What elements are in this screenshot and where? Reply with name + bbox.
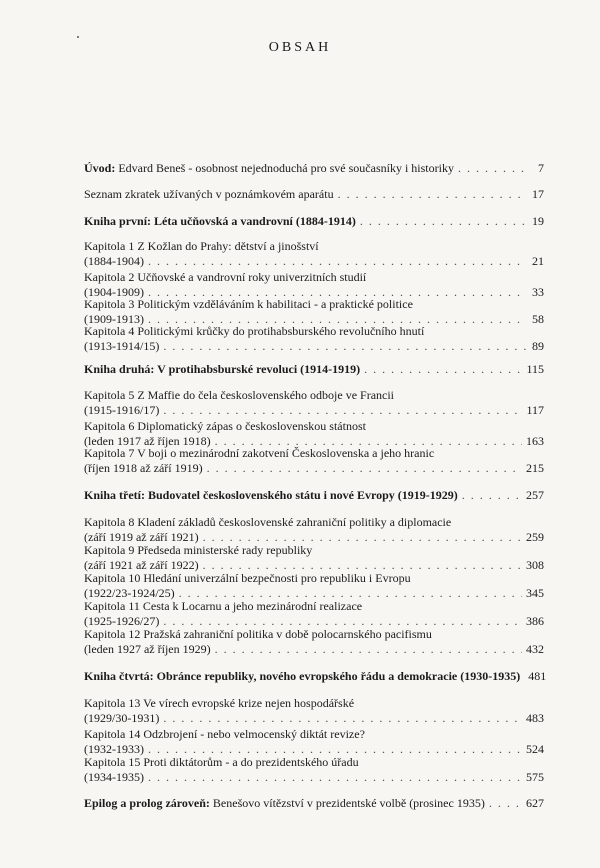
toc-entry-label: (říjen 1918 až září 1919) bbox=[84, 461, 203, 475]
dot-leader bbox=[360, 213, 526, 230]
toc-page-number: 7 bbox=[538, 161, 544, 175]
toc-chapter-title: Kapitola 4 Politickými krůčky do protihabsburského revolučního hnutí bbox=[84, 324, 425, 338]
toc-entry-text bbox=[84, 460, 203, 477]
toc-page-number: 89 bbox=[532, 339, 544, 353]
toc-entry-label: (1904-1909) bbox=[84, 285, 144, 299]
toc-entry-label: (1929/30-1931) bbox=[84, 711, 160, 725]
dot-leader bbox=[207, 460, 522, 477]
toc-chapter-entry bbox=[84, 769, 544, 786]
toc-page-number: 627 bbox=[526, 796, 544, 810]
toc-chapter-entry bbox=[84, 641, 544, 658]
toc-entry-label: (leden 1917 až říjen 1918) bbox=[84, 434, 211, 448]
toc-entry-label: (1934-1935) bbox=[84, 770, 144, 784]
dot-leader bbox=[215, 641, 522, 658]
toc-entry bbox=[84, 160, 544, 177]
dot-leader bbox=[163, 710, 522, 727]
toc-entry-bold-label: Kniha druhá: V protihabsburské revoluci (1914-1919) bbox=[84, 362, 361, 376]
toc-chapter-title: Kapitola 12 Pražská zahraniční politika v době polocarnského pacifismu bbox=[84, 627, 432, 641]
toc-chapter-title: Kapitola 3 Politickým vzděláváním k habilitaci - a praktické politice bbox=[84, 297, 413, 311]
toc-chapter-entry bbox=[84, 338, 544, 355]
toc-entry-text bbox=[84, 213, 356, 230]
dot-leader bbox=[338, 186, 526, 203]
toc-entry-label: Edvard Beneš - osobnost nejednoduchá pro své současníky i historiky bbox=[115, 161, 454, 175]
toc-chapter-entry bbox=[84, 402, 544, 419]
toc-entry-text bbox=[84, 253, 144, 270]
toc-entry-text bbox=[84, 641, 211, 658]
dot-leader bbox=[462, 487, 522, 504]
toc-entry-text bbox=[84, 487, 458, 504]
toc-entry-label: (1915-1916/17) bbox=[84, 403, 160, 417]
toc-entry-label: (1932-1933) bbox=[84, 742, 144, 756]
toc-chapter-title: Kapitola 6 Diplomatický zápas o československou státnost bbox=[84, 419, 366, 433]
toc-entry-label: (leden 1927 až říjen 1929) bbox=[84, 642, 211, 656]
toc-chapter-entry bbox=[84, 253, 544, 270]
toc-page-number: 33 bbox=[532, 285, 544, 299]
toc-entry-label: Seznam zkratek užívaných v poznámkovém aparátu bbox=[84, 187, 334, 201]
toc-entry bbox=[84, 361, 544, 378]
toc-page-number: 21 bbox=[532, 254, 544, 268]
dot-leader bbox=[163, 338, 526, 355]
dot-leader bbox=[458, 160, 526, 177]
toc-entry-label: (září 1921 až září 1922) bbox=[84, 558, 199, 572]
toc-entry-text bbox=[84, 668, 520, 685]
toc-entry-bold-label: Kniha první: Léta učňovská a vandrovní (1884-1914) bbox=[84, 214, 356, 228]
toc-entry bbox=[84, 668, 547, 685]
toc-entry-label: (1913-1914/15) bbox=[84, 339, 160, 353]
toc-entry-label: (září 1919 až září 1921) bbox=[84, 530, 199, 544]
toc-entry-bold-label: Kniha čtvrtá: Obránce republiky, nového evropského řádu a demokracie (1930-1935) bbox=[84, 669, 521, 683]
toc-chapter-title: Kapitola 2 Učňovské a vandrovní roky univerzitních studií bbox=[84, 270, 367, 284]
dot-leader bbox=[163, 402, 522, 419]
toc-entry-text bbox=[84, 160, 454, 177]
toc-page-number: 575 bbox=[526, 770, 544, 784]
toc-page-number: 117 bbox=[526, 403, 544, 417]
toc-page-number: 19 bbox=[532, 214, 544, 228]
toc-page-number: 257 bbox=[526, 488, 544, 502]
toc-page-number: 17 bbox=[532, 187, 544, 201]
toc-entry-text bbox=[84, 769, 144, 786]
ink-dot bbox=[77, 36, 79, 38]
toc-entry bbox=[84, 795, 544, 812]
toc-page-number: 386 bbox=[526, 614, 544, 628]
toc-entry-label: Benešovo vítězství v prezidentské volbě (prosinec 1935) bbox=[209, 796, 485, 810]
dot-leader bbox=[148, 253, 526, 270]
toc-entry-text bbox=[84, 186, 334, 203]
dot-leader bbox=[148, 769, 522, 786]
toc-entry-text bbox=[84, 710, 159, 727]
toc-chapter-title: Kapitola 7 V boji o mezinárodní zakotvení Československa a jeho hranic bbox=[84, 446, 435, 460]
toc-chapter-title: Kapitola 9 Předseda ministerské rady republiky bbox=[84, 543, 313, 557]
toc-entry bbox=[84, 213, 544, 230]
toc-entry-label: (1909-1913) bbox=[84, 312, 144, 326]
toc-entry-text bbox=[84, 338, 159, 355]
toc-chapter-title: Kapitola 11 Cesta k Locarnu a jeho mezinárodní realizace bbox=[84, 599, 363, 613]
toc-page-number: 308 bbox=[526, 558, 544, 572]
page-title: OBSAH bbox=[268, 40, 332, 55]
toc-page-number: 259 bbox=[526, 530, 544, 544]
toc-page-number: 58 bbox=[532, 312, 544, 326]
toc-entry-bold-label: Kniha třetí: Budovatel československého státu i nové Evropy (1919-1929) bbox=[84, 488, 458, 502]
toc-chapter-entry bbox=[84, 710, 544, 727]
toc-entry-text bbox=[84, 361, 360, 378]
toc-page-number: 345 bbox=[526, 586, 544, 600]
toc-page-number: 215 bbox=[526, 461, 544, 475]
toc-entry-text bbox=[84, 795, 485, 812]
toc-entry-label: (1922/23-1924/25) bbox=[84, 586, 175, 600]
toc-entry-text bbox=[84, 402, 159, 419]
toc-chapter-entry bbox=[84, 460, 544, 477]
dot-leader bbox=[364, 361, 522, 378]
toc-chapter-title: Kapitola 13 Ve vírech evropské krize nejen hospodářské bbox=[84, 696, 355, 710]
toc-page-number: 524 bbox=[526, 742, 544, 756]
toc-page-number: 432 bbox=[526, 642, 544, 656]
toc-chapter-title: Kapitola 8 Kladení základů československé zahraniční politiky a diplomacie bbox=[84, 515, 452, 529]
toc-chapter-title: Kapitola 5 Z Maffie do čela československého odboje ve Francii bbox=[84, 388, 395, 402]
toc-chapter-title: Kapitola 1 Z Kožlan do Prahy: dětství a jinošství bbox=[84, 239, 319, 253]
toc-chapter-title: Kapitola 15 Proti diktátorům - a do prezidentského úřadu bbox=[84, 755, 359, 769]
toc-entry bbox=[84, 186, 544, 203]
toc-page-number: 481 bbox=[528, 669, 547, 683]
toc-entry-label: (1884-1904) bbox=[84, 254, 144, 268]
toc-page-number: 483 bbox=[526, 711, 544, 725]
toc-entry-label: (1925-1926/27) bbox=[84, 614, 160, 628]
toc-page-number: 115 bbox=[526, 362, 544, 376]
toc-entry-bold-label: Úvod: bbox=[84, 161, 116, 175]
toc-chapter-title: Kapitola 14 Odzbrojení - nebo velmocenský diktát revize? bbox=[84, 727, 365, 741]
toc-entry bbox=[84, 487, 544, 504]
toc-entry-bold-label: Epilog a prolog zároveň: bbox=[84, 796, 210, 810]
dot-leader bbox=[489, 795, 522, 812]
toc-page-number: 163 bbox=[526, 434, 544, 448]
toc-chapter-title: Kapitola 10 Hledání univerzální bezpečnosti pro republiku i Evropu bbox=[84, 571, 411, 585]
